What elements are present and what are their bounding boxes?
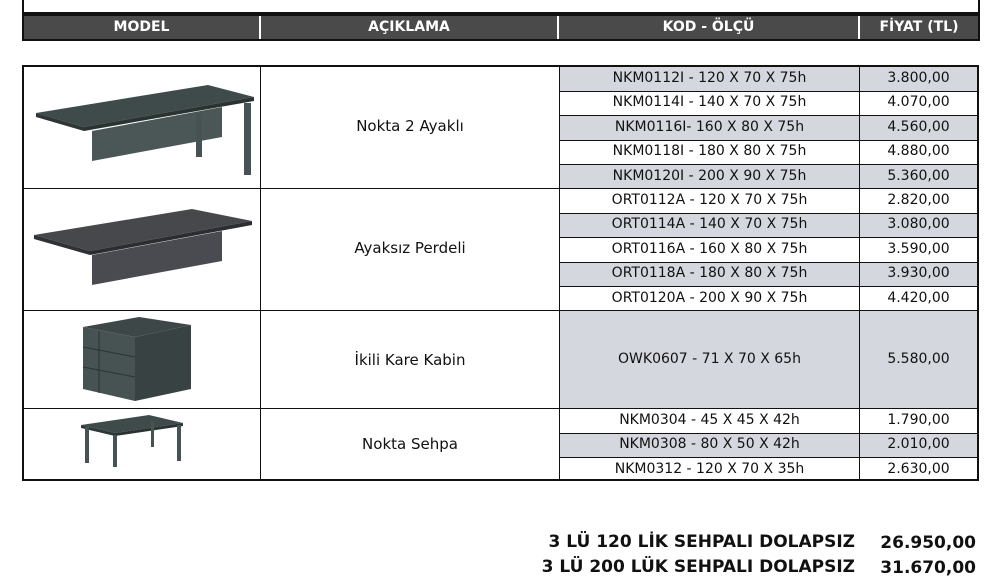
row-code: NKM0116I- 160 X 80 X 75h	[614, 119, 805, 135]
row-divider	[559, 115, 977, 116]
row-code: NKM0120I - 200 X 90 X 75h	[612, 168, 807, 184]
total-label: 3 LÜ 200 LÜK SEHPALI DOLAPSIZ	[541, 557, 855, 577]
row-divider	[559, 213, 977, 214]
total-value: 26.950,00	[880, 533, 976, 553]
total-value: 31.670,00	[880, 558, 976, 578]
row-code: ORT0114A - 140 X 70 X 75h	[611, 216, 808, 232]
row-divider	[559, 286, 977, 287]
row-code: NKM0304 - 45 X 45 X 42h	[619, 412, 800, 428]
row-price: 3.930,00	[887, 265, 950, 281]
group-description: Nokta 2 Ayaklı	[356, 117, 464, 135]
coffee-table-icon	[79, 411, 189, 471]
row-code: NKM0112I - 120 X 70 X 75h	[612, 70, 807, 86]
row-price: 4.420,00	[887, 290, 950, 306]
row-price: 2.010,00	[887, 436, 950, 452]
row-price: 4.560,00	[887, 119, 950, 135]
header-kod: KOD - ÖLÇÜ	[559, 16, 860, 39]
row-price: 3.590,00	[887, 241, 950, 257]
row-price: 4.880,00	[887, 143, 950, 159]
row-divider	[559, 164, 977, 165]
row-price: 3.080,00	[887, 216, 950, 232]
row-price: 3.800,00	[887, 70, 950, 86]
top-frame	[22, 0, 980, 14]
header-aciklama: AÇIKLAMA	[261, 16, 559, 39]
row-price: 2.820,00	[887, 192, 950, 208]
table-header	[22, 14, 980, 41]
row-code: NKM0308 - 80 X 50 X 42h	[619, 436, 800, 452]
row-code: ORT0112A - 120 X 70 X 75h	[611, 192, 808, 208]
header-fiyat: FİYAT (TL)	[879, 19, 959, 35]
price-table	[22, 65, 979, 481]
row-divider	[559, 140, 977, 141]
row-divider	[559, 262, 977, 263]
desk-with-leg-icon	[32, 77, 257, 182]
row-divider	[559, 457, 977, 458]
group-description: Ayaksız Perdeli	[354, 239, 466, 257]
row-price: 1.790,00	[887, 412, 950, 428]
header-model: MODEL	[24, 16, 261, 39]
row-code: NKM0114I - 140 X 70 X 75h	[612, 94, 807, 110]
row-divider	[559, 433, 977, 434]
row-code: ORT0120A - 200 X 90 X 75h	[611, 290, 808, 306]
row-divider	[559, 237, 977, 238]
group-description: Nokta Sehpa	[362, 435, 458, 453]
row-price: 4.070,00	[887, 94, 950, 110]
row-divider	[559, 91, 977, 92]
row-price: 5.580,00	[887, 351, 950, 367]
total-label: 3 LÜ 120 LİK SEHPALI DOLAPSIZ	[548, 532, 855, 552]
square-cabinet-icon	[79, 313, 199, 405]
group-divider	[24, 408, 977, 409]
row-code: ORT0118A - 180 X 80 X 75h	[611, 265, 808, 281]
row-code: ORT0116A - 160 X 80 X 75h	[611, 241, 808, 257]
row-code: NKM0312 - 120 X 70 X 35h	[614, 461, 805, 477]
group-divider	[24, 188, 977, 189]
group-divider	[24, 310, 977, 311]
row-code: OWK0607 - 71 X 70 X 65h	[618, 351, 801, 367]
row-price: 5.360,00	[887, 168, 950, 184]
desk-panel-icon	[32, 203, 257, 293]
group-description: İkili Kare Kabin	[354, 351, 466, 369]
row-code: NKM0118I - 180 X 80 X 75h	[612, 143, 807, 159]
row-price: 2.630,00	[887, 461, 950, 477]
